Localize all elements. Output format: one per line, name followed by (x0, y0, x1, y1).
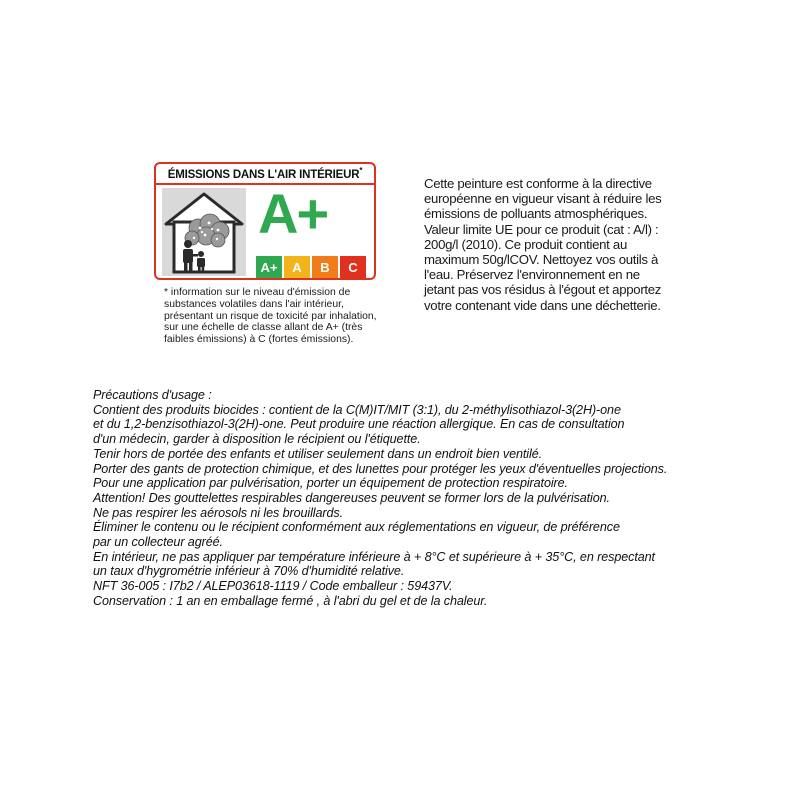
precautions-line: Tenir hors de portée des enfants et utiliser seulement dans un endroit bien ventilé. (93, 446, 542, 461)
emission-scale (256, 256, 366, 278)
precautions-line: un taux d'hygrométrie inférieur à 70% d'humidité relative. (93, 564, 405, 579)
precautions-line: NFT 36-005 : I7b2 / ALEP03618-1119 / Code emballeur : 59437V. (93, 579, 453, 594)
precautions-line: Attention! Des gouttelettes respirables dangereuses peuvent se former lors de la pulvérisation. (93, 490, 610, 505)
scale-cell-a-plus: A+ (256, 256, 282, 278)
scale-cell-b: B (312, 256, 338, 278)
emissions-label (154, 162, 376, 280)
house-family-icon (162, 188, 246, 276)
precautions-line: Conservation : 1 an en emballage fermé , à l'abri du gel et de la chaleur. (93, 593, 488, 608)
precautions-line: En intérieur, ne pas appliquer par température inférieure à + 8°C et supérieure à + 35°C, en respectant (93, 549, 655, 564)
emission-footnote: * information sur le niveau d'émission de substances volatiles dans l'air intérieur, présentant un risque de toxicité par inhalation, sur une échelle de classe allant de A+ (très faibles émissions) à C (fortes émissions). (164, 287, 377, 346)
emission-grade: A+ (258, 182, 328, 245)
precautions-line: et du 1,2-benzisothiazol-3(2H)-one. Peut produire une réaction allergique. En cas de consultation (93, 417, 625, 432)
precautions-heading: Précautions d'usage : (93, 388, 212, 402)
precautions-list (93, 388, 753, 609)
scale-cell-c: C (340, 256, 366, 278)
precautions-line: Pour une application par pulvérisation, porter un équipement de protection respiratoire. (93, 476, 568, 491)
emissions-label-title: ÉMISSIONS DANS L'AIR INTÉRIEUR* (167, 166, 363, 181)
compliance-text: Cette peinture est conforme à la directive européenne en vigueur visant à réduire les émissions de polluants atmosphériques. Valeur limite UE pour ce produit (cat : A/l) : 200g/l (2010). Ce produit contient au maximum 50g/lCOV. Nettoyez vos outils à l'eau. Préservez l'environnement en ne jetant pas vos résidus à l'égout et apportez votre contenant vide dans une déchetterie. (424, 176, 662, 313)
precautions-line: d'un médecin, garder à disposition le récipient ou l'étiquette. (93, 432, 421, 447)
precautions-line: Ne pas respirer les aérosols ni les brouillards. (93, 505, 343, 520)
precautions-line: Éliminer le contenu ou le récipient conformément aux réglementations en vigueur, de préférence (93, 520, 620, 535)
precautions-line: Porter des gants de protection chimique, et des lunettes pour protéger les yeux d'éventuelles projections. (93, 461, 668, 476)
precautions-line: Contient des produits biocides : contient de la C(M)IT/MIT (3:1), du 2-méthylisothiazol-3(2H)-one (93, 402, 621, 417)
scale-cell-a: A (284, 256, 310, 278)
precautions-line: par un collecteur agréé. (93, 535, 223, 550)
